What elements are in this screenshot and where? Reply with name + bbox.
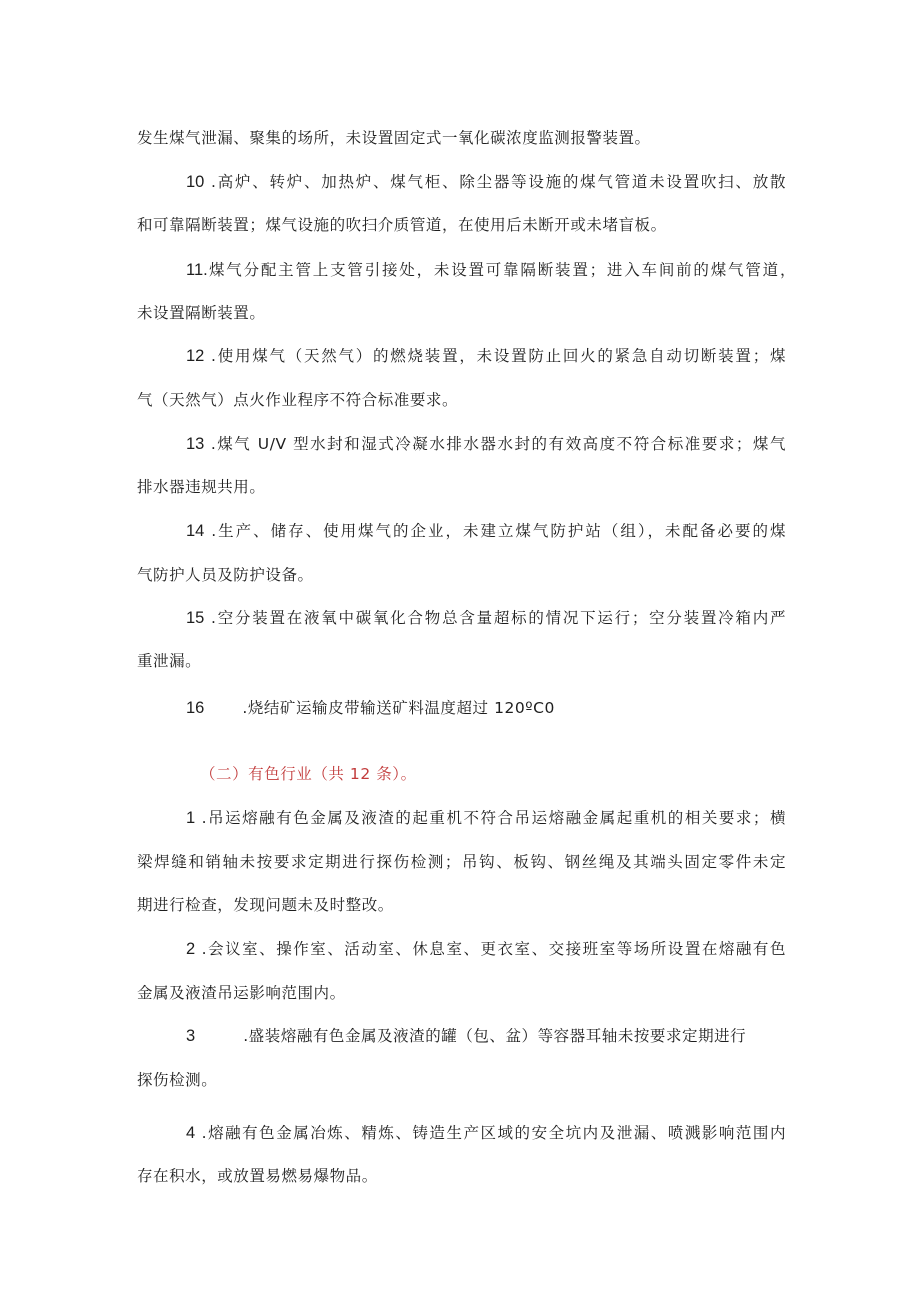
text-line: 气防护人员及防护设备。: [137, 566, 314, 584]
text-line: 期进行检查，发现问题未及时整改。: [137, 896, 394, 914]
item-14: 14 .生产、储存、使用煤气的企业，未建立煤气防护站（组），未配备必要的煤: [186, 522, 786, 540]
item-3: 3 .盛装熔融有色金属及液渣的罐（包、盆）等容器耳轴未按要求定期进行: [186, 1027, 747, 1045]
item-12: 12 .使用煤气（天然气）的燃烧装置，未设置防止回火的紧急自动切断装置；煤: [186, 347, 786, 365]
item-2: 2 .会议室、操作室、活动室、休息室、更衣室、交接班室等场所设置在熔融有色: [186, 940, 786, 958]
text-line: 重泄漏。: [137, 652, 202, 670]
text-line: 金属及液渣吊运影响范围内。: [137, 984, 346, 1002]
text-line: 发生煤气泄漏、聚集的场所，未设置固定式一氧化碳浓度监测报警装置。: [137, 129, 651, 147]
text-line: 排水器违规共用。: [137, 478, 266, 496]
text-line: 存在积水，或放置易燃易爆物品。: [137, 1167, 378, 1185]
item-10: 10 .高炉、转炉、加热炉、煤气柜、除尘器等设施的煤气管道未设置吹扫、放散: [186, 173, 786, 191]
item-16: 16 .烧结矿运输皮带输送矿料温度超过 120ºC0: [186, 699, 555, 717]
text-line: 和可靠隔断装置；煤气设施的吹扫介质管道，在使用后未断开或未堵盲板。: [137, 216, 667, 234]
item-11: 11.煤气分配主管上支管引接处，未设置可靠隔断装置；进入车间前的煤气管道，: [186, 261, 796, 279]
text-line: 气（天然气）点火作业程序不符合标准要求。: [137, 391, 459, 409]
item-15: 15 .空分装置在液氧中碳氧化合物总含量超标的情况下运行；空分装置冷箱内严: [186, 609, 786, 627]
text-line: 梁焊缝和销轴未按要求定期进行探伤检测；吊钩、板钩、钢丝绳及其端头固定零件未定: [137, 853, 786, 871]
item-4: 4 .熔融有色金属冶炼、精炼、铸造生产区域的安全坑内及泄漏、喷溅影响范围内: [186, 1124, 786, 1142]
item-13: 13 .煤气 U/V 型水封和湿式冷凝水排水器水封的有效高度不符合标准要求；煤气: [186, 435, 786, 453]
text-line: 探伤检测。: [137, 1071, 218, 1089]
text-line: 未设置隔断装置。: [137, 304, 266, 322]
section-heading-nonferrous: （二）有色行业（共 12 条）。: [200, 765, 417, 783]
item-1: 1 .吊运熔融有色金属及液渣的起重机不符合吊运熔融金属起重机的相关要求；横: [186, 809, 786, 827]
